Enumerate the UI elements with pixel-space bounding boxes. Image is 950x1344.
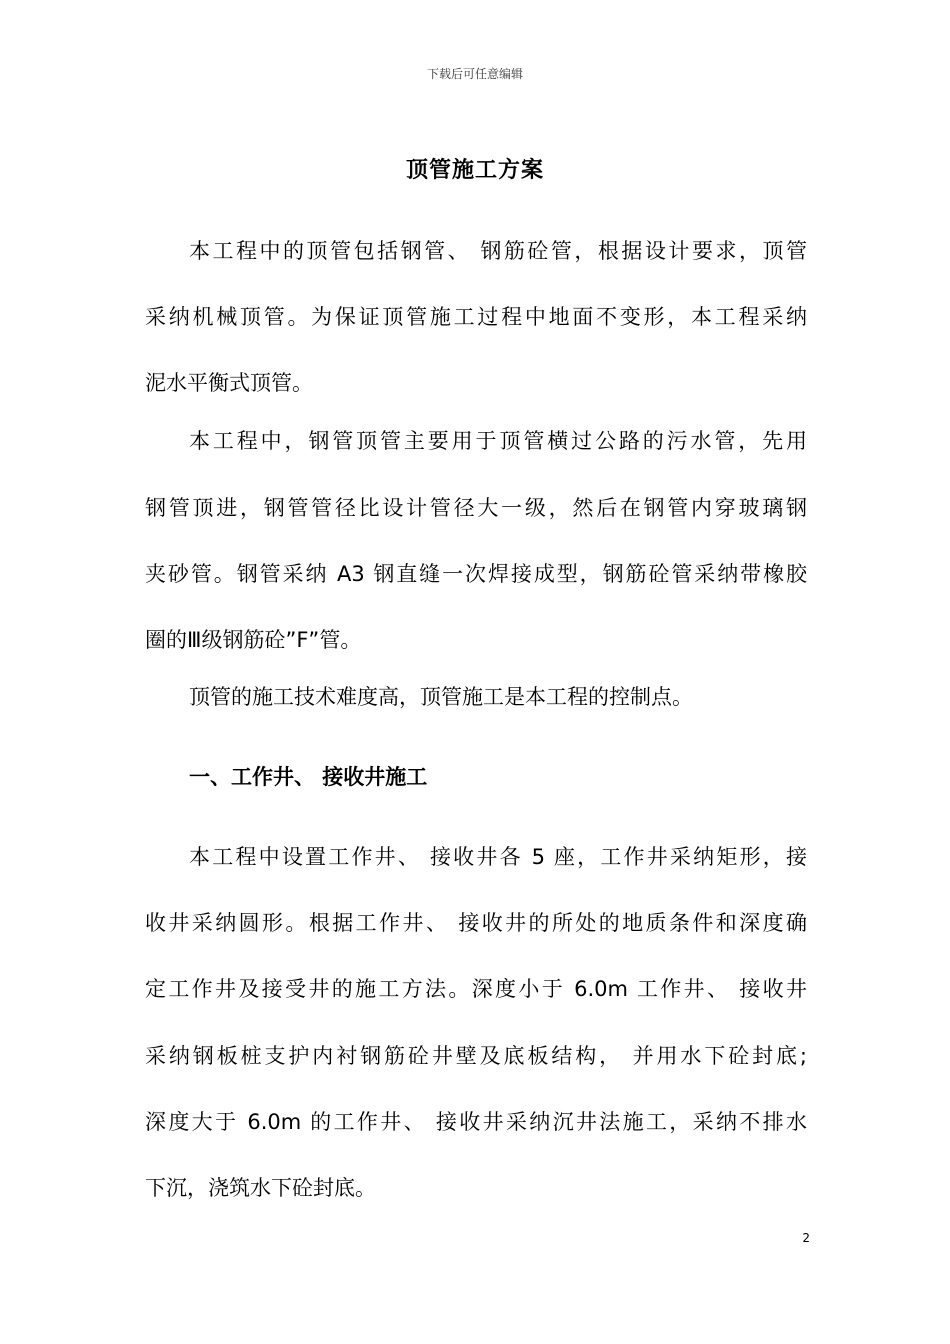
paragraph-line: 本工程中的顶管包括钢管、 钢筋砼管，根据设计要求，顶管 <box>189 239 807 263</box>
paragraph-line: 定工作井及接受井的施工方法。深度小于 6.0m 工作井、 接收井 <box>145 977 807 1001</box>
paragraph-line: 深度大于 6.0m 的工作井、 接收井采纳沉井法施工，采纳不排水 <box>145 1110 807 1134</box>
paragraph-line: 采纳机械顶管。为保证顶管施工过程中地面不变形，本工程采纳 <box>145 305 807 329</box>
paragraph-line: 夹砂管。钢管采纳 A3 钢直缝一次焊接成型，钢筋砼管采纳带橡胶 <box>145 562 807 586</box>
paragraph-line: 本工程中，钢管顶管主要用于顶管横过公路的污水管，先用 <box>189 429 807 453</box>
paragraph-line: 收井采纳圆形。根据工作井、 接收井的所处的地质条件和深度确 <box>145 911 807 935</box>
page-number: 2 <box>802 1231 810 1245</box>
section-heading: 一、工作井、 接收井施工 <box>189 765 428 789</box>
page-header: 下载后可任意编辑 <box>426 67 523 81</box>
paragraph-line: 顶管的施工技术难度高，顶管施工是本工程的控制点。 <box>189 685 693 709</box>
paragraph-line: 采纳钢板桩支护内衬钢筋砼井壁及底板结构， 并用水下砼封底; <box>145 1044 807 1068</box>
paragraph-line: 圈的Ⅲ级钢筋砼”F”管。 <box>145 628 362 652</box>
document-title: 顶管施工方案 <box>405 158 544 183</box>
paragraph-line: 泥水平衡式顶管。 <box>145 371 313 395</box>
paragraph-line: 本工程中设置工作井、 接收井各 5 座，工作井采纳矩形，接 <box>189 845 807 869</box>
paragraph-line: 钢管顶进，钢管管径比设计管径大一级，然后在钢管内穿玻璃钢 <box>145 496 807 520</box>
paragraph-line: 下沉，浇筑水下砼封底。 <box>145 1176 376 1200</box>
